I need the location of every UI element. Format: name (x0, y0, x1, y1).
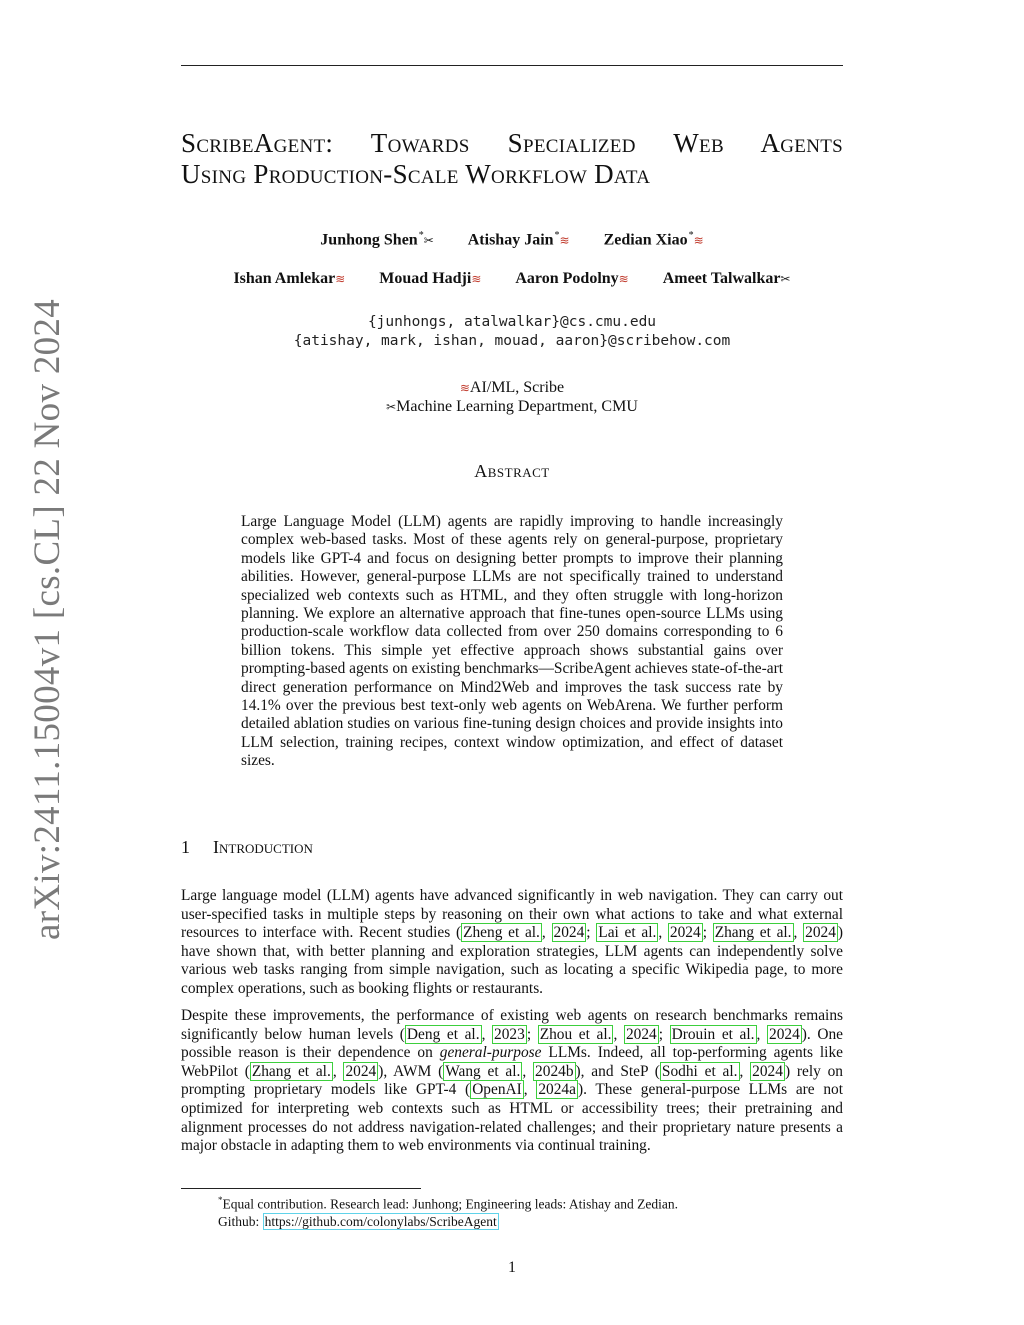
citation-link[interactable]: Lai et al. (598, 924, 657, 942)
citation-link[interactable]: 2024b (535, 1062, 574, 1080)
affiliation-cmu: ✂Machine Learning Department, CMU (386, 398, 638, 415)
scribe-icon: ≋ (618, 272, 629, 286)
affiliation-scribe: ≋AI/ML, Scribe (459, 379, 565, 396)
citation-link[interactable]: 2024 (345, 1062, 377, 1080)
citation-link[interactable]: Wang et al. (445, 1062, 521, 1080)
author-junhong-shen: Junhong Shen*✂ (320, 230, 434, 249)
citation-link[interactable]: 2024 (769, 1025, 800, 1043)
paper-title (181, 128, 843, 190)
abstract-heading: Abstract (474, 461, 550, 481)
top-rule (181, 65, 843, 66)
arxiv-watermark: arXiv:2411.15004v1 [cs.CL] 22 Nov 2024 (27, 298, 68, 940)
citation-link[interactable]: OpenAI (472, 1081, 522, 1099)
cmu-icon: ✂ (423, 233, 434, 248)
citation-link[interactable]: 2023 (494, 1025, 525, 1043)
footnote-line-2: Github: https://github.com/colonylabs/ScribeAgent (218, 1213, 497, 1229)
author-aaron-podolny: Aaron Podolny≋ (515, 270, 629, 287)
citation-link[interactable]: Zhou et al. (539, 1025, 612, 1043)
citation-link[interactable]: Zheng et al. (463, 924, 540, 942)
title-line-1: ScribeAgent: Towards Specialized Web Agents (181, 128, 843, 158)
author-ishan-amlekar: Ishan Amlekar≋ (233, 270, 346, 287)
author-zedian-xiao: Zedian Xiao*≋ (603, 230, 704, 249)
cmu-icon: ✂ (386, 400, 397, 414)
authors-row-1 (0, 230, 1024, 249)
scribe-icon: ≋ (559, 233, 570, 248)
footnote-line-1: *Equal contribution. Research lead: Junhong; Engineering leads: Atishay and Zedian. (218, 1195, 679, 1212)
citation-link[interactable]: Deng et al. (406, 1025, 480, 1043)
scribe-icon: ≋ (335, 272, 346, 286)
page-number: 1 (508, 1259, 516, 1276)
author-ameet-talwalkar: Ameet Talwalkar✂ (662, 270, 791, 287)
authors-row-2 (0, 270, 1024, 288)
section-heading-introduction (181, 837, 313, 858)
footnote (218, 1192, 678, 1230)
scribe-icon: ≋ (459, 381, 470, 395)
citation-link[interactable]: 2024 (752, 1062, 783, 1080)
citation-link[interactable]: Zhang et al. (251, 1062, 331, 1080)
intro-paragraph-2: Despite these improvements, the performance of existing web agents on research benchmarks remains significantly below human levels ( Deng et al. , 2023 ; Zhou et al. , 2024 ; Drouin et al. , 2024 ). One possible reason is their dependence on general-purpose LLMs. Indeed, all top-performing agents like WebPilot ( Zhang et al. , 2024 ), AWM ( Wang et al. , 2024b ), and SteP ( Sodhi et al. , 2024 ) rely on prompting proprietary models like GPT-4 ( OpenAI , 2024a ). These general-purpose LLMs are not optimized for interpreting web contexts such as HTML or accessibility trees; their pretraining and alignment processes do not address navigation-related challenges; and their proprietary nature presents a major obstacle in adapting them to web environments via continual training. (181, 1007, 844, 1155)
title-line-2: Using Production-Scale Workflow Data (181, 159, 651, 189)
citation-link[interactable]: 2024 (625, 1025, 657, 1043)
email-cmu: {junhongs, atalwalkar}@cs.cmu.edu (367, 314, 657, 330)
scribe-icon: ≋ (693, 233, 704, 248)
email-scribe: {atishay, mark, ishan, mouad, aaron}@scribehow.com (293, 333, 731, 349)
citation-link[interactable]: Sodhi et al. (661, 1062, 738, 1080)
cmu-icon: ✂ (780, 272, 791, 286)
citation-link[interactable]: 2024 (669, 924, 701, 942)
footnote-rule (181, 1188, 421, 1189)
github-link[interactable]: https://github.com/colonylabs/ScribeAgent (264, 1213, 497, 1229)
section-number: 1 (181, 837, 190, 857)
citation-link[interactable]: Zhang et al. (714, 924, 792, 942)
intro-paragraph-1: Large language model (LLM) agents have advanced significantly in web navigation. They can carry out user-specified tasks in multiple steps by reasoning on their own what actions to take and what external resources to interface with. Recent studies ( Zheng et al. , 2024 ; Lai et al. , 2024 ; Zhang et al. , 2024 ) have shown that, with better planning and exploration strategies, LLM agents can independently solve various web tasks ranging from simple navigation, such as locating a specific Wikipedia page, to more complex operations, such as booking flights or restaurants. (181, 887, 844, 997)
citation-link[interactable]: Drouin et al. (671, 1025, 755, 1043)
abstract-body: Large Language Model (LLM) agents are rapidly improving to handle increasingly complex web-based tasks. Most of these agents rely on general-purpose, proprietary models like GPT-4 and focus on designing better prompts to improve their planning abilities. However, general-purpose LLMs are not specifically trained to understand specialized web contexts such as HTML, and they often struggle with long-horizon planning. We explore an alternative approach that fine-tunes open-source LLMs using production-scale workflow data collected from over 250 domains corresponding to 6 billion tokens. This simple yet effective approach shows substantial gains over prompting-based agents on existing benchmarks—ScribeAgent achieves state-of-the-art direct generation performance on Mind2Web and improves the task success rate by 14.1% over the previous best text-only web agents on WebArena. We further perform detailed ablation studies on various fine-tuning design choices and provide insights into LLM selection, training recipes, context window optimization, and effect of dataset sizes. (241, 513, 783, 770)
author-atishay-jain: Atishay Jain*≋ (467, 230, 570, 249)
citation-link[interactable]: 2024a (538, 1081, 576, 1099)
scribe-icon: ≋ (471, 272, 482, 286)
section-title: Introduction (213, 837, 313, 857)
author-mouad-hadji: Mouad Hadji≋ (379, 270, 482, 287)
citation-link[interactable]: 2024 (805, 924, 836, 942)
citation-link[interactable]: 2024 (553, 924, 585, 942)
